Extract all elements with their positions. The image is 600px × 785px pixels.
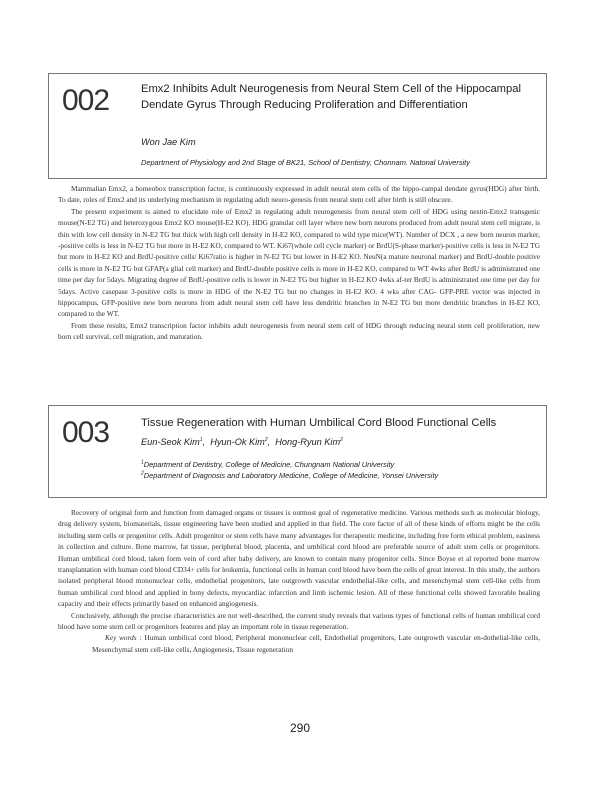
author-superscript: 2 [340,436,343,443]
abstract-paragraph: Conclusively, although the precise characteristics are not well-described, the current study reveals that various types of functional cells of human umbilical cord blood have some stem cell or progenitors features and play an important role in tissue regeneration. [58,610,540,632]
affiliation-superscript: 2 [141,470,144,477]
author-name: Hyun-Ok Kim [210,437,265,447]
abstract-paragraph: From these results, Emx2 transcription factor inhibits adult neurogenesis from neural stem cell of HDG through reducing neural stem cell proliferation, new born cell survival, cell migration, and maturation. [58,320,540,342]
abstract-body [58,507,540,655]
affiliation-superscript: 1 [141,459,144,466]
affiliation [141,459,541,470]
author-list: Won Jae Kim [141,137,196,147]
author-name: Eun-Seok Kim [141,437,200,447]
keywords [58,632,540,655]
author-superscript: 1 [199,436,203,443]
keywords-label: Key words : [105,633,142,643]
author-name: Hong-Ryun Kim [275,437,341,447]
abstract-paragraph: Recovery of original form and function from damaged organs or tissues is outmost goal of regenerative medicine. Various methods such as molecular biology, drug delivery system, biomaterials, tissue engineering have been studied and applied in that field. The core factor of all of these kinds of efforts might be the cells including stem cells or progenitor cells. Adult progenitor or stem cells have many advantages for therapeutic medicine, including free form ethical problem, easiness in collection and culture. Bone marrow, fat tissue, peripheral blood, placenta, and umbilical cord blood are preferable source of adult stem cells or progenitors. Human umbilical cord blood, taken form vein of cord after baby delivery, are known to contain many progenitor cells. Since Boyse et al reported bone marrow transplantation with human cord blood CD34+ cells for leukemia, functional cells in human cord blood have been the cells of great interest. In this study, the authors isolated peripheral blood mononuclear cells, endothelial progenitors, late outgrowth vascular endothelial-like cells, and mesenchymal stem cell-like cells from human umbilical cord blood and applied in bony defects, myocardiac infarction and limb ischemic lesion. All of these functional cells showed favorable healing capacity and their effects primarily based on enhanced angiogenesis. [58,508,540,609]
abstract-number: 003 [62,416,110,449]
affiliation-list [141,459,541,481]
affiliation [141,470,541,481]
page-number: 290 [289,721,311,735]
keywords-text: Human umbilical cord blood, Peripheral mononuclear cell, Endothelial progenitors, Late outgrowth vascular en-dothelial-like cells, Mesenchymal stem cell-like cells, Angiogenesis, Tissue regeneration [92,633,541,654]
affiliation-text: Department of Dentistry, College of Medicine, Chungnam National University [143,460,395,469]
abstract-paragraph: The present experiment is aimed to elucidate role of Emx2 in regulating adult neurogenesis from neural stem cell of HDG using nestin-Emx2 transgenic mouse(N-E2 TG) and heterozygous Emx2 KO mouse(H-E2 KO). HDG granular cell layer where new born neurons produced from adult neural stem cell migrate, is thin with low cell density in N-E2 TG but thick with high cell density in H-E2 KO, compared to wild type mice(WT). Number of DCX , a new born neuron marker, -positive cells is less in N-E2 TG but more in H-E2 KO, compared to WT. Ki67(whole cell cycle marker) or BrdU(S-phase marker)-positive cells is less in N-E2 TG but more in H-E2 KO and BrdU-positive cells/ Ki67ratio is higher in N-E2 TG but lower in H-E2 KO. NeuN(a mature neuronal marker) and BrdU-double positive cells is more in N-E2 TG but GFAP(a glial cell marker) and BrdU-double positive cells is more in H-E2 KO, compared to WT 4wks after BrdU is administrated one time per day for 5days. Migrating degree of BrdU-positive cells is lower in N-E2 TG but higher in H-E2 KO 4wks af-ter BrdU is administrated one time per day for 5days. Active casepase 3-positive cells is more in HDG of the N-E2 TG but no changes in H-E2 KO. 4 wks after CAG- GFP-PRE vector was injected in hippocampus, GFP-positive new born neurons from adult neural stem cell have less dendritic branches in N-E2 TG but more dendritic branches in H-E2 KO, compared to the WT. [58,206,540,319]
affiliation: Department of Physiology and 2nd Stage of BK21, School of Dentistry, Chonnam. Natonal University [141,158,470,167]
abstract-title: Emx2 Inhibits Adult Neurogenesis from Neural Stem Cell of the Hippocampal Dendate Gyrus Through Reducing Proliferation and Differentiation [141,83,521,111]
abstract-paragraph: Mammalian Emx2, a homeobox transcription factor, is continuously expressed in adult neural stem cells of the hippo-campal dendate gyrus(HDG) after birth. To date, roles of Emx2 and its underlying mechanism in regulating adult neuro-genesis from neural stem cell after birth is still obscure. [58,184,540,205]
abstract-number: 002 [62,84,110,117]
abstract-title: Tissue Regeneration with Human Umbilical Cord Blood Functional Cells [141,417,497,429]
author-superscript: 2 [264,436,268,443]
author-list: Eun-Seok Kim$^1$, Hyun-Ok Kim$^2$, Hong-Ryun Kim$^2$ [141,436,343,447]
affiliation-text: Department of Diagnosis and Laboratory Medicine, College of Medicine, Yonsei University [143,471,439,480]
abstract-body [58,183,540,343]
